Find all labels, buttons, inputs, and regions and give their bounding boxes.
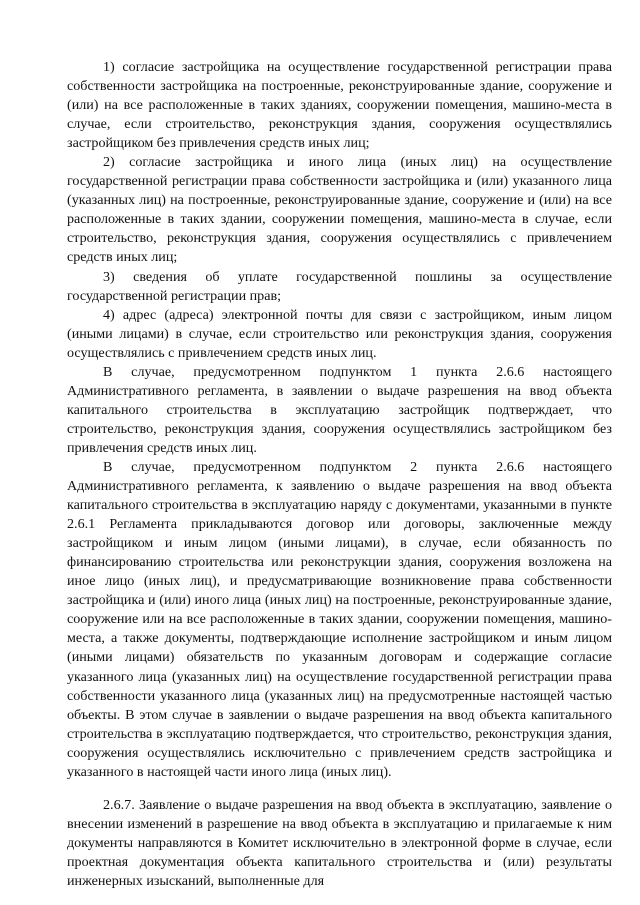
paragraph-item-1: 1) согласие застройщика на осуществление государственной регистрации права собственности застройщика на построенные, реконструированные здание, сооружение и (или) на все расположенные в таких зданиях, сооружении помещения, машино-места в случае, если строительство, реконструкция здания, сооружения осуществлялись застройщиком без привлечения средств иных лиц; (67, 59, 612, 152)
paragraph-case-subitem-1: В случае, предусмотренном подпунктом 1 пункта 2.6.6 настоящего Административного регламента, в заявлении о выдаче разрешения на ввод объекта капитального строительства в эксплуатацию застройщик подтверждает, что строительство, реконструкция здания, сооружения осуществлялись застройщиком без привлечения средств иных лиц. (67, 363, 612, 456)
paragraph-item-4: 4) адрес (адреса) электронной почты для связи с застройщиком, иным лицом (иными лицами) в случае, если строительство или реконструкция здания, сооружения осуществлялись с привлечением средств иных лиц. (67, 306, 612, 361)
paragraph-case-subitem-2: В случае, предусмотренном подпунктом 2 пункта 2.6.6 настоящего Административного регламента, к заявлению о выдаче разрешения на ввод объекта капитального строительства в эксплуатацию наряду с документами, указанными в пункте 2.6.1 Регламента прикладываются договор или договоры, заключенные между застройщиком и иным лицом (иными лицами), в случае, если обязанность по финансированию строительства или реконструкции здания, сооружения возложена на иное лицо (иных лиц), и предусматривающие возникновение права собственности застройщика и (или) иного лица (иных лиц) на построенные, реконструированные здание, сооружение или на все расположенные в таких здании, сооружении помещения, машино-места, а также документы, подтверждающие исполнение застройщиком и иным лицом (иными лицами) обязательств по указанным договорам и содержащие согласие указанного лица (указанных лиц) на осуществление государственной регистрации права собственности указанного лица (указанных лиц) на предусмотренные настоящей частью объекты. В этом случае в заявлении о выдаче разрешения на ввод объекта капитального строительства в эксплуатацию подтверждается, что строительство, реконструкция здания, сооружения осуществлялись исключительно с привлечением средств застройщика и указанного в настоящей части иного лица (иных лиц). (67, 458, 612, 780)
paragraph-2-6-7: 2.6.7. Заявление о выдаче разрешения на ввод объекта в эксплуатацию, заявление о внесении изменений в разрешение на ввод объекта в эксплуатацию и прилагаемые к ним документы направляются в Комитет исключительно в электронной форме в случае, если проектная документация объекта капитального строительства и (или) результаты инженерных изысканий, выполненные для (67, 796, 612, 889)
paragraph-item-3: 3) сведения об уплате государственной пошлины за осуществление государственной регистрации прав; (67, 268, 612, 304)
paragraph-item-2: 2) согласие застройщика и иного лица (иных лиц) на осуществление государственной регистрации права собственности застройщика и (или) указанного лица (указанных лиц) на построенные, реконструированные здание, сооружение и (или) на все расположенные в таких здании, сооружении помещения, машино-места в случае, если строительство, реконструкция здания, сооружения осуществлялись с привлечением средств иных лиц; (67, 154, 612, 266)
